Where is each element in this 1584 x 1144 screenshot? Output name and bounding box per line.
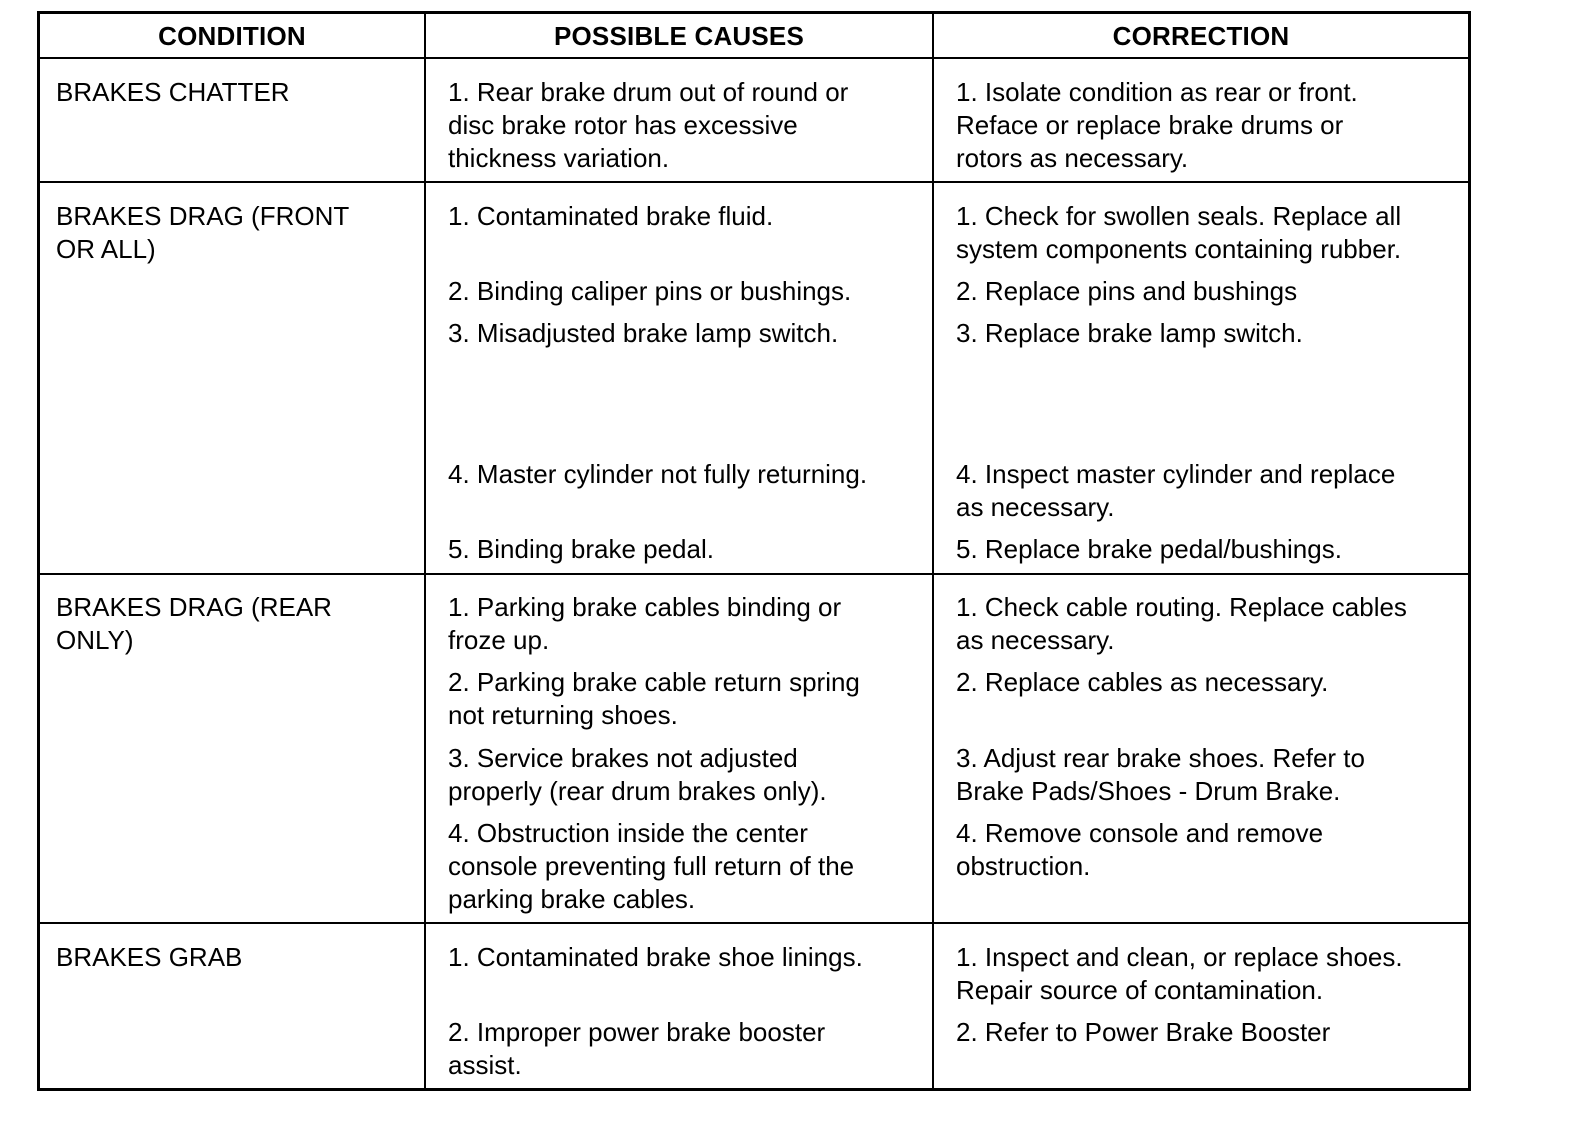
correction-item: 3. Adjust rear brake shoes. Refer to Brake Pads/Shoes - Drum Brake. — [956, 743, 1365, 806]
header-correction: CORRECTION — [1112, 20, 1290, 51]
row-divider — [40, 181, 1468, 183]
correction-item: 2. Refer to Power Brake Booster — [956, 1017, 1331, 1047]
cause-item: 4. Obstruction inside the center console preventing full return of the parking brake cables. — [448, 818, 855, 914]
correction-item: 1. Check cable routing. Replace cables as necessary. — [956, 592, 1407, 655]
cause-item: 1. Contaminated brake shoe linings. — [448, 942, 863, 972]
diagnosis-table — [37, 11, 1471, 1091]
cause-item: 2. Improper power brake booster assist. — [448, 1017, 826, 1080]
correction-item: 1. Isolate condition as rear or front. Reface or replace brake drums or rotors as necessary. — [956, 77, 1358, 173]
row-divider — [40, 922, 1468, 924]
correction-item: 5. Replace brake pedal/bushings. — [956, 534, 1342, 564]
cause-item: 1. Contaminated brake fluid. — [448, 201, 774, 231]
cause-item: 5. Binding brake pedal. — [448, 534, 714, 564]
condition-brakes-grab: BRAKES GRAB — [56, 942, 243, 972]
cause-item: 1. Rear brake drum out of round or disc brake rotor has excessive thickness variation. — [448, 77, 849, 173]
correction-item: 3. Replace brake lamp switch. — [956, 318, 1303, 348]
column-divider — [932, 14, 934, 1088]
correction-item: 1. Inspect and clean, or replace shoes. Repair source of contamination. — [956, 942, 1403, 1005]
cause-item: 3. Service brakes not adjusted properly (rear drum brakes only). — [448, 743, 827, 806]
cause-item: 1. Parking brake cables binding or froze up. — [448, 592, 842, 655]
header-condition: CONDITION — [158, 20, 306, 51]
cause-item: 2. Binding caliper pins or bushings. — [448, 276, 852, 306]
condition-brakes-chatter: BRAKES CHATTER — [56, 77, 290, 107]
correction-item: 2. Replace pins and bushings — [956, 276, 1298, 306]
row-divider — [40, 573, 1468, 575]
condition-brakes-drag-rear: BRAKES DRAG (REAR ONLY) — [56, 592, 332, 655]
correction-item: 4. Remove console and remove obstruction. — [956, 818, 1324, 881]
cause-item: 4. Master cylinder not fully returning. — [448, 459, 868, 489]
correction-item: 2. Replace cables as necessary. — [956, 667, 1329, 697]
column-divider — [424, 14, 426, 1088]
correction-item: 4. Inspect master cylinder and replace as necessary. — [956, 459, 1396, 522]
cause-item: 2. Parking brake cable return spring not returning shoes. — [448, 667, 860, 730]
cause-item: 3. Misadjusted brake lamp switch. — [448, 318, 839, 348]
correction-item: 1. Check for swollen seals. Replace all system components containing rubber. — [956, 201, 1402, 264]
condition-brakes-drag-front: BRAKES DRAG (FRONT OR ALL) — [56, 201, 350, 264]
header-possible-causes: POSSIBLE CAUSES — [553, 20, 805, 51]
